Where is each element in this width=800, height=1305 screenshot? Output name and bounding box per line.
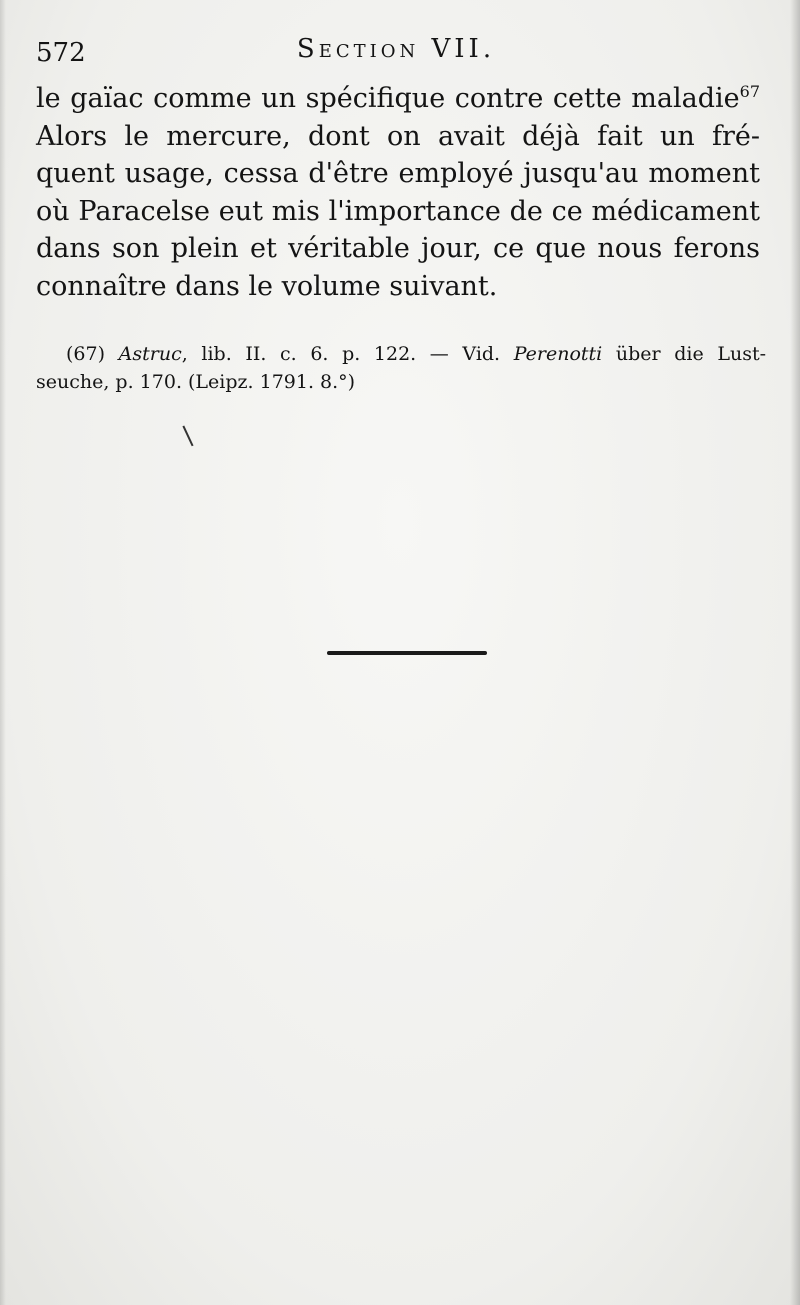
section-end-rule: [327, 651, 487, 655]
page-edge-shadow: [0, 0, 6, 1305]
body-line: dans son plein et véritable jour, ce que nous ferons: [36, 233, 760, 265]
footnote-reference-text: , lib. II. c. 6. p. 122. — Vid.: [181, 343, 501, 365]
footnote-line: seuche, p. 170. (Leipz. 1791. 8.°): [36, 371, 356, 393]
footnote-author: Perenotti: [513, 343, 603, 365]
footnote-line: [36, 340, 766, 368]
footnote-reference-text: über die Lust-: [615, 343, 766, 365]
body-paragraph: [36, 80, 760, 306]
footnote-reference[interactable]: 67: [739, 82, 760, 101]
page-header: [36, 32, 756, 72]
footnote: [36, 340, 766, 396]
body-line: connaître dans le volume suivant.: [36, 270, 498, 302]
page-number: 572: [36, 38, 86, 68]
footnote-marker: (67): [66, 343, 106, 365]
body-line: où Paracelse eut mis l'importance de ce médicament: [36, 195, 760, 227]
body-line: le gaïac comme un spécifique contre cette maladie$^{67}$: [36, 82, 760, 114]
footnote-author: Astruc: [118, 343, 182, 365]
body-line: Alors le mercure, dont on avait déjà fait un fré-: [36, 120, 760, 152]
running-head: Section VII.: [296, 34, 496, 64]
body-line: quent usage, cessa d'être employé jusqu'au moment: [36, 158, 760, 190]
page-edge-shadow: [790, 0, 800, 1305]
